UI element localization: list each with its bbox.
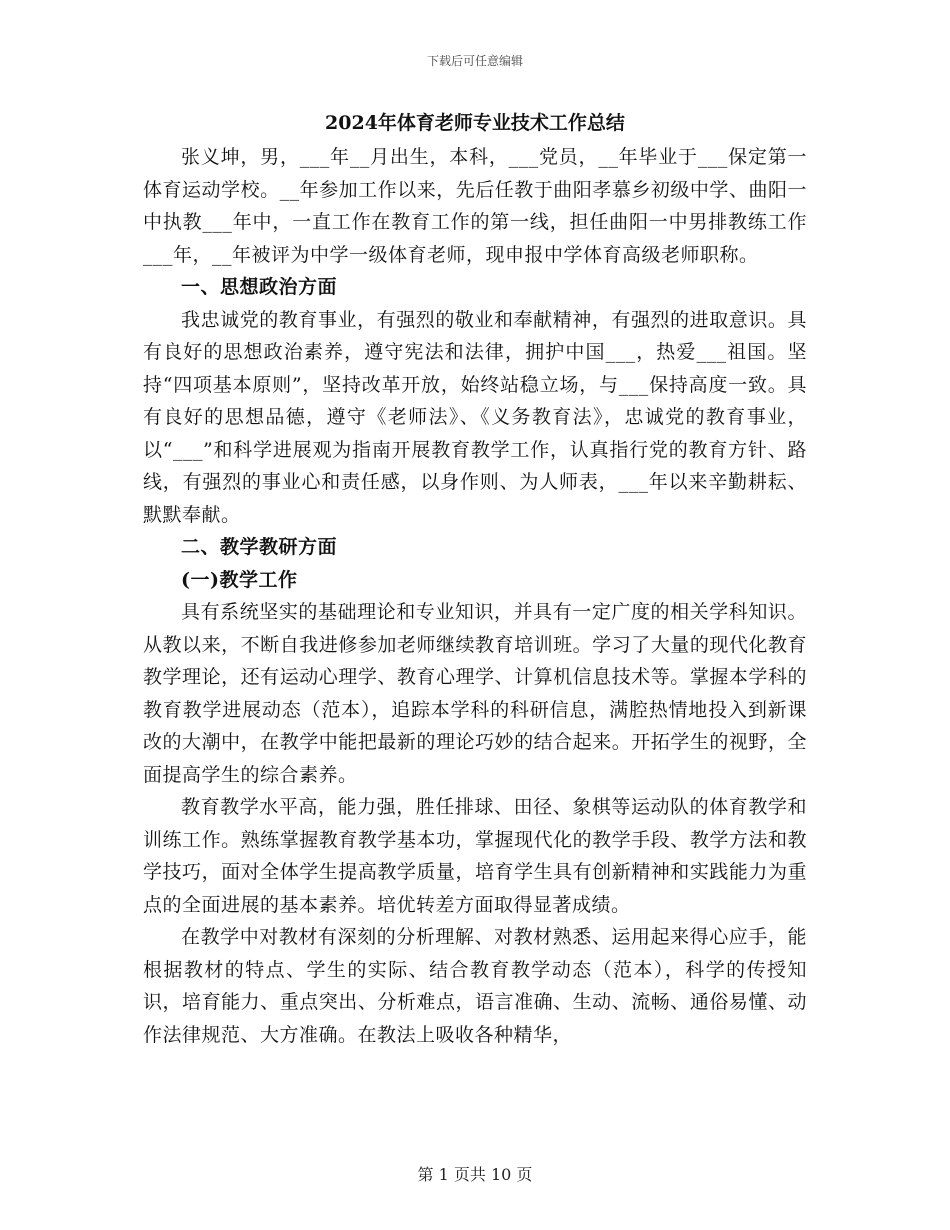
paragraph-teaching-3: 在教学中对教材有深刻的分析理解、对教材熟悉、运用起来得心应手，能根据教材的特点、学生的实际、结合教育教学动态（范本），科学的传授知识，培育能力、重点突出、分析难点，语言准确、生动、流畅、通俗易懂、动作法律规范、大方准确。在教法上吸收各种精华， (143, 926, 807, 1046)
paragraph-political: 我忠诚党的教育事业，有强烈的敬业和奉献精神，有强烈的进取意识。具有良好的思想政治素养，遵守宪法和法律，拥护中国___，热爱___祖国。坚持“四项基本原则”，坚持改革开放，始终站稳立场，与___保持高度一致。具有良好的思想品德，遵守《老师法》、《义务教育法》，忠诚党的教育事业，以“___”和科学进展观为指南开展教育教学工作，认真指行党的教育方针、路线，有强烈的事业心和责任感，以身作则、为人师表，___年以来辛勤耕耘、默默奉献。 (143, 308, 807, 526)
page-footer: 第 1 页共 10 页 (417, 1165, 533, 1184)
section-heading-political: 一、思想政治方面 (181, 276, 338, 298)
subsection-heading-teaching: (一)教学工作 (181, 568, 298, 591)
document-body (143, 107, 807, 1051)
paragraph-teaching-2: 教育教学水平高，能力强，胜任排球、田径、象棋等运动队的体育教学和训练工作。熟练掌握教育教学基本功，掌握现代化的教学手段、教学方法和教学技巧，面对全体学生提高教学质量，培育学生具有创新精神和实践能力为重点的全面进展的基本素养。培优转差方面取得显著成绩。 (143, 796, 807, 916)
document-title: 2024年体育老师专业技术工作总结 (325, 112, 625, 134)
section-heading-teaching-research: 二、教学教研方面 (181, 536, 338, 558)
header-note: 下载后可任意编辑 (426, 54, 523, 68)
paragraph-teaching-1: 具有系统坚实的基础理论和专业知识，并具有一定广度的相关学科知识。从教以来，不断自我进修参加老师继续教育培训班。学习了大量的现代化教育教学理论，还有运动心理学、教育心理学、计算机信息技术等。掌握本学科的教育教学进展动态（范本），追踪本学科的科研信息，满腔热情地投入到新课改的大潮中，在教学中能把最新的理论巧妙的结合起来。开拓学生的视野，全面提高学生的综合素养。 (143, 601, 807, 786)
paragraph-intro: 张义坤，男，___年__月出生，本科，___党员，__年毕业于___保定第一体育运动学校。__年参加工作以来，先后任教于曲阳孝慕乡初级中学、曲阳一中执教___年中，一直工作在教育工作的第一线，担任曲阳一中男排教练工作___年，__年被评为中学一级体育老师，现申报中学体育高级老师职称。 (143, 146, 807, 266)
